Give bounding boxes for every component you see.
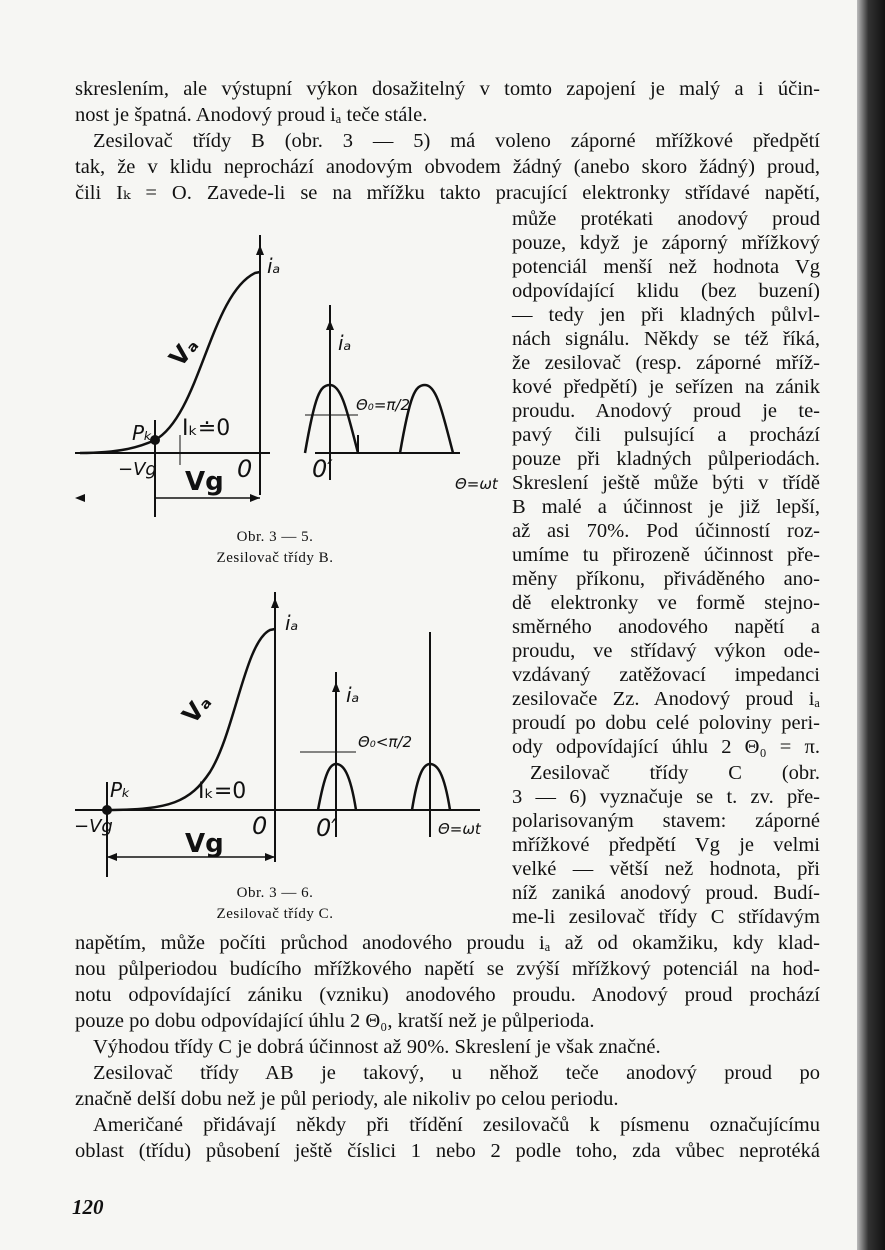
text-line: notu odpovídající zániku (vzniku) anodového proudu. Anodový proud prochází (75, 984, 820, 1006)
label-theta: Θ₀=π/2 (356, 396, 411, 414)
text-line: velké — větší než hodnota, při (512, 858, 820, 880)
vg-arrow-right (265, 853, 275, 861)
text-line: — tedy jen při kladných půlvl- (512, 304, 820, 326)
label-vg: Vg (185, 467, 224, 497)
label-omega-t: Θ=ωt (455, 475, 498, 493)
text-line: B malé a účinnost je již lepší, (512, 496, 820, 518)
label-va: Vₐ (163, 331, 205, 373)
label-zero-prime: 0′ (312, 455, 333, 483)
text-line: až asi 70%. Pod účinností roz- (512, 520, 820, 542)
label-zero: 0 (252, 812, 268, 840)
text-line: značně delší dobu než je půl periody, ale nikoliv po celou periodu. (75, 1088, 619, 1110)
text-line: Američané přidávají někdy při třídění zesilovačů k písmenu označujícímu (93, 1114, 820, 1136)
label-ia: iₐ (267, 254, 281, 278)
text-line: pouze, když je záporný mřížkový (512, 232, 820, 254)
label-pk: Pₖ (132, 421, 153, 445)
label-neg-vg: −Vg (118, 459, 157, 480)
text-line: nách signálu. Někdy se též říká, (512, 328, 820, 350)
text-line: čili Iₖ = O. Zavede-li se na mřížku takto pracující elektronky střídavé napětí, (75, 182, 820, 204)
text-line: měny příkonu, přiváděného ano- (512, 568, 820, 590)
text-line: vzdávaný zatěžovací impedanci (512, 664, 820, 686)
figure-3-5 (60, 235, 500, 525)
text-line: Zesilovač třídy B (obr. 3 — 5) má voleno záporné mřížkové předpětí (93, 130, 820, 152)
label-theta: Θ₀<π/2 (358, 733, 413, 751)
transfer-curve (80, 272, 260, 453)
text-line: proudu, ve střídavý výkon ode- (512, 640, 820, 662)
text-line: potenciál menší než hodnota Vg (512, 256, 820, 278)
label-ia-right: iₐ (338, 331, 352, 355)
text-line: polarisovaným stavem: záporné (512, 810, 820, 832)
label-pk: Pₖ (110, 778, 131, 802)
operating-point (102, 805, 112, 815)
ia-right-arrow (332, 682, 340, 692)
vg-arrow-left (107, 853, 117, 861)
caption-3-6-number: Obr. 3 — 6. (236, 885, 314, 901)
text-line: pouze při kladných půlperiodách. (512, 448, 820, 470)
caption-3-5-number: Obr. 3 — 5. (236, 529, 314, 545)
text-line: umíme tu přirozeně účinnost pře- (512, 544, 820, 566)
text-line: Skreslení ještě může býti v třídě (512, 472, 820, 494)
caption-3-5-title: Zesilovač třídy B. (216, 550, 334, 566)
text-line: že zesilovač (resp. záporné mříž- (512, 352, 820, 374)
text-line: Zesilovač třídy AB je takový, u něhož teče anodový proud po (93, 1062, 820, 1084)
label-ik: Iₖ≐0 (182, 416, 231, 441)
page-number: 120 (72, 1195, 104, 1219)
text-line: kové předpětí) je seřízen na zánik (512, 376, 820, 398)
caption-3-5 (60, 527, 490, 569)
text-line: níž zaniká anodový proud. Budí- (512, 882, 820, 904)
text-line: proudu. Anodový proud je te- (512, 400, 820, 422)
text-line: proudí po dobu celé poloviny peri- (512, 712, 820, 734)
figure-3-5-drawing (60, 235, 500, 525)
label-ia: iₐ (285, 611, 299, 635)
ia-arrow (256, 245, 264, 255)
text-line: ody odpovídající úhlu 2 Θ₀ = π. (512, 736, 820, 758)
text-line: může protékati anodový proud (512, 208, 820, 230)
label-vg: Vg (185, 829, 224, 859)
text-line: nost je špatná. Anodový proud iₐ teče stále. (75, 104, 428, 126)
text-line: napětím, může počíti průchod anodového proudu iₐ až od okamžiku, kdy klad- (75, 932, 820, 954)
text-line: tak, že v klidu neprochází anodovým obvodem žádný (anebo skoro žádný) proud, (75, 156, 820, 178)
text-line: dě elektronky ve formě stejno- (512, 592, 820, 614)
text-line: odpovídající klidu (bez buzení) (512, 280, 820, 302)
label-neg-vg: −Vg (74, 816, 113, 837)
text-line: me-li zesilovač třídy C střídavým (512, 906, 820, 928)
text-line: oblast (třídu) působení ještě číslici 1 nebo 2 podle toho, zda vůbec neprotéká (75, 1140, 820, 1162)
text-line: pouze po dobu odpovídající úhlu 2 Θ₀, kratší než je půlperioda. (75, 1010, 595, 1032)
text-line: pavý čili pulsující a prochází (512, 424, 820, 446)
label-ia-right: iₐ (346, 683, 360, 707)
text-line: Zesilovač třídy C (obr. (530, 762, 820, 784)
text-line: směrného anodového napětí a (512, 616, 820, 638)
label-va: Vₐ (176, 688, 218, 730)
caption-3-6 (60, 883, 490, 925)
ia-arrow (271, 598, 279, 608)
pulse-1 (305, 385, 358, 453)
text-line: zesilovače Zz. Anodový proud iₐ (512, 688, 820, 710)
text-line: 3 — 6) vyznačuje se t. zv. pře- (512, 786, 820, 808)
vg-arrow-left (75, 494, 85, 502)
ia-right-arrow (326, 320, 334, 330)
text-line: skreslením, ale výstupní výkon dosažitelný v tomto zapojení je malý a i účin- (75, 78, 820, 100)
vg-arrow-right (250, 494, 260, 502)
figure-3-6-drawing (60, 592, 500, 882)
page-edge-shadow (857, 0, 885, 1250)
label-zero: 0 (237, 455, 253, 483)
figure-3-6 (60, 592, 500, 882)
label-ik: Iₖ=0 (198, 779, 247, 804)
text-line: mřížkové předpětí Vg je velmi (512, 834, 820, 856)
text-line: Výhodou třídy C je dobrá účinnost až 90%. Skreslení je však značné. (93, 1036, 661, 1058)
text-line: nou půlperiodou budícího mřížkového napětí se zvýší mřížkový potenciál na hod- (75, 958, 820, 980)
label-zero-prime: 0′ (316, 814, 337, 842)
caption-3-6-title: Zesilovač třídy C. (216, 906, 334, 922)
label-omega-t: Θ=ωt (438, 820, 481, 838)
